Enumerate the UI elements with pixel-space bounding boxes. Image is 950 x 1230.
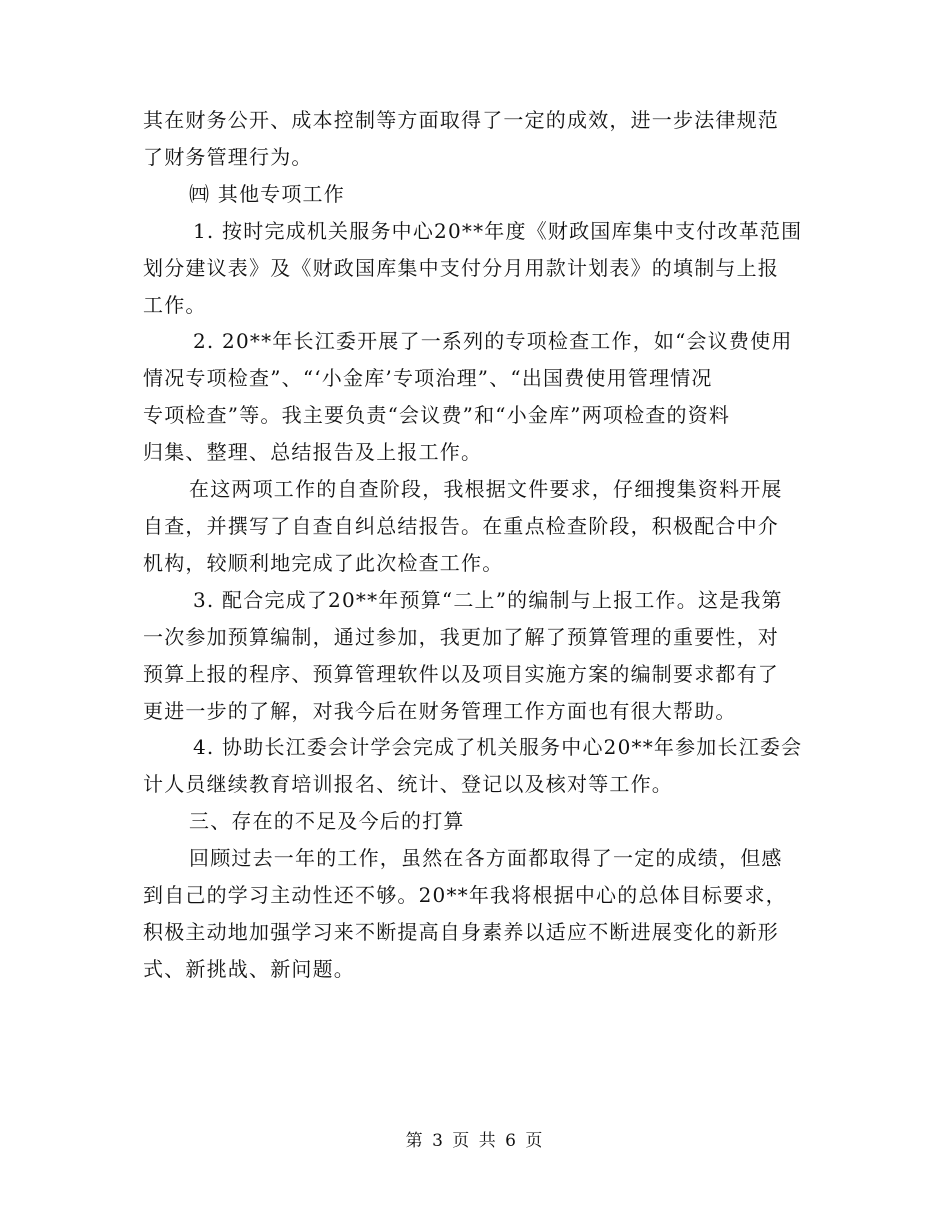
text-line: 更进一步的了解，对我今后在财务管理工作方面也有很大帮助。 (143, 698, 737, 723)
text-line: 其在财务公开、成本控制等方面取得了一定的成效，进一步法律规范 (143, 108, 779, 132)
text-line: 归集、整理、总结报告及上报工作。 (143, 440, 483, 465)
list-item-start: 2. 20**年长江委开展了一系列的专项检查工作，如“会议费使用 (193, 329, 793, 354)
section-heading: ㈣ 其他专项工作 (189, 181, 345, 206)
document-body (143, 102, 813, 988)
list-item-start: 3. 配合完成了20**年预算“二上”的编制与上报工作。这是我第 (193, 587, 783, 612)
text-line: 情况专项检查”、“‘小金库’专项治理”、“出国费使用管理情况 (143, 366, 713, 391)
text-line: 积极主动地加强学习来不断提高自身素养以适应不断进展变化的新形 (143, 919, 779, 944)
section-heading: 三、存在的不足及今后的打算 (189, 809, 465, 834)
text-line: 专项检查”等。我主要负责“会议费”和“小金库”两项检查的资料 (143, 403, 731, 428)
list-item-start: 4. 协助长江委会计学会完成了机关服务中心20**年参加长江委会 (193, 735, 803, 760)
text-line: 式、新挑战、新问题。 (143, 956, 355, 981)
text-line: 划分建议表》及《财政国库集中支付分月用款计划表》的填制与上报 (143, 255, 779, 280)
page-number-footer: 第 3 页 共 6 页 (405, 1131, 545, 1151)
text-line: 工作。 (143, 292, 207, 317)
paragraph-start: 回顾过去一年的工作，虽然在各方面都取得了一定的成绩，但感 (189, 846, 783, 871)
paragraph-start: 在这两项工作的自查阶段，我根据文件要求，仔细搜集资料开展 (189, 477, 783, 502)
text-line: 一次参加预算编制，通过参加，我更加了解了预算管理的重要性，对 (143, 624, 779, 649)
text-line: 了财务管理行为。 (143, 144, 313, 169)
text-line: 计人员继续教育培训报名、统计、登记以及核对等工作。 (143, 772, 673, 797)
text-line: 机构，较顺利地完成了此次检查工作。 (143, 550, 504, 575)
list-item-start: 1. 按时完成机关服务中心20**年度《财政国库集中支付改革范围 (193, 218, 803, 243)
text-line: 到自己的学习主动性还不够。20**年我将根据中心的总体目标要求， (143, 883, 787, 908)
text-line: 自查，并撰写了自查自纠总结报告。在重点检查阶段，积极配合中介 (143, 513, 779, 538)
text-line: 预算上报的程序、预算管理软件以及项目实施方案的编制要求都有了 (143, 661, 779, 686)
